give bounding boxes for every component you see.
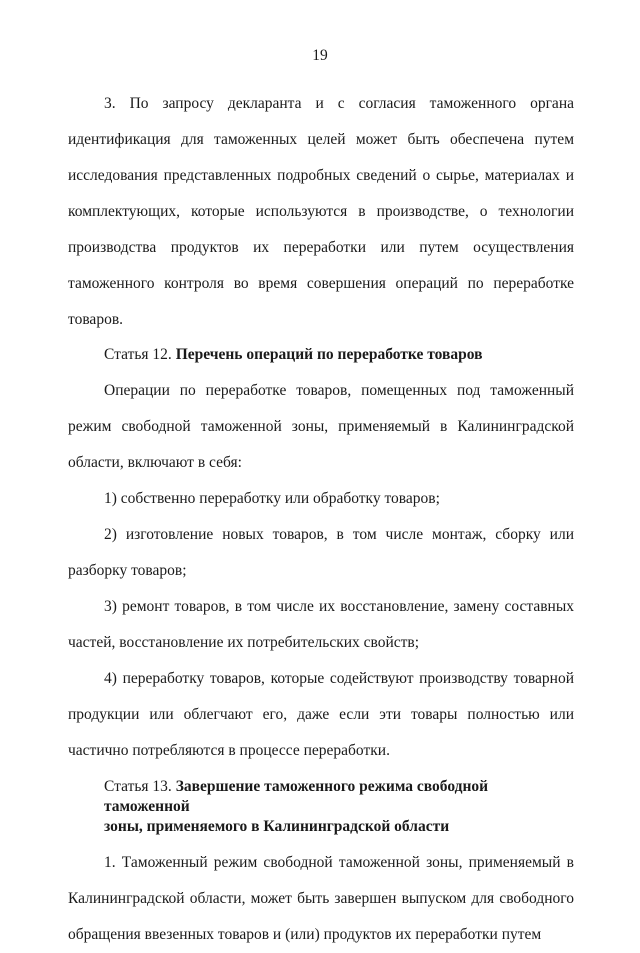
article-12-label: Статья 12.: [104, 346, 172, 363]
article-13-title-line2: зоны, применяемого в Калининградской области: [104, 818, 450, 835]
page-number: 19: [312, 47, 328, 64]
article-12-title: Перечень операций по переработке товаров: [175, 346, 483, 363]
article-13-heading: [68, 777, 574, 837]
list-item-3: 3) ремонт товаров, в том числе их восстановление, замену составных частей, восстановление их потребительских свойств;: [68, 598, 574, 651]
list-item-1: 1) собственно переработку или обработку товаров;: [104, 490, 440, 507]
article-13-label: Статья 13.: [104, 778, 172, 795]
paragraph-identification: 3. По запросу декларанта и с согласия таможенного органа идентификация для таможенных целей может быть обеспечена путем исследования представленных подробных сведений о сырье, материалах и комплектующих, которые используются в производстве, о технологии производства продуктов их переработки или путем осуществления таможенного контроля во время совершения операций по переработке товаров.: [68, 95, 574, 328]
article-13-title-line1: Завершение таможенного режима свободной таможенной: [104, 778, 489, 815]
list-item-2: 2) изготовление новых товаров, в том числе монтаж, сборку или разборку товаров;: [68, 526, 574, 579]
article-12-heading: [68, 337, 574, 373]
list-item-4: 4) переработку товаров, которые содействуют производству товарной продукции или облегчают его, даже если эти товары полностью или частично потребляются в процессе переработки.: [68, 670, 574, 759]
paragraph-regime-completion: 1. Таможенный режим свободной таможенной зоны, применяемый в Калининградской области, может быть завершен выпуском для свободного обращения ввезенных товаров и (или) продуктов их переработки путем: [68, 854, 574, 943]
paragraph-operations-intro: Операции по переработке товаров, помещенных под таможенный режим свободной таможенной зоны, применяемый в Калининградской области, включают в себя:: [68, 382, 574, 471]
document-body: [68, 86, 574, 953]
